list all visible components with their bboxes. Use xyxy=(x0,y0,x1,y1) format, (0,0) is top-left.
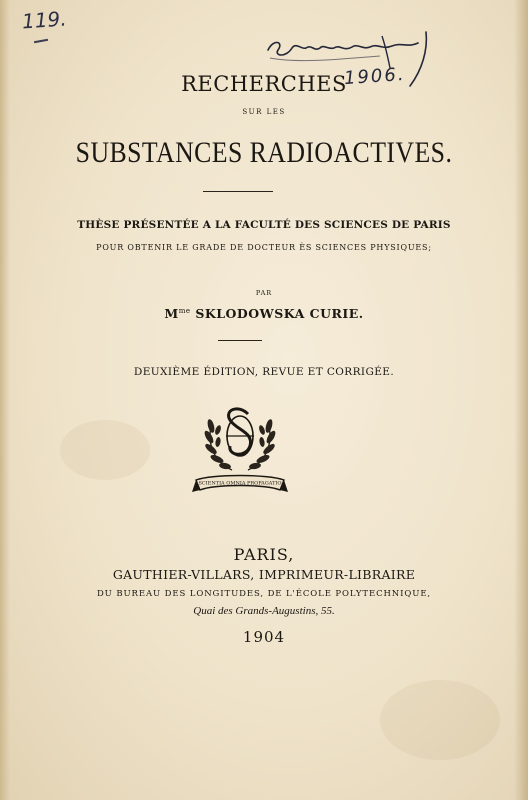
monogram-icon xyxy=(226,409,254,456)
divider-rule xyxy=(203,191,273,192)
title-sur-les: SUR LES xyxy=(242,108,286,116)
page-edge-left xyxy=(0,0,10,800)
divider-rule-2 xyxy=(218,340,262,341)
title-recherches: RECHERCHES xyxy=(181,72,347,96)
pencil-underline xyxy=(34,39,48,43)
author-par: PAR xyxy=(255,289,273,297)
paper-stain xyxy=(380,680,500,760)
imprint-year: 1904 xyxy=(242,628,286,646)
pencil-catalog-number: 119. xyxy=(21,6,68,34)
imprint-address: Quai des Grands-Augustins, 55. xyxy=(193,605,335,617)
paper-stain xyxy=(60,420,150,480)
author-surname: SKLODOWSKA CURIE. xyxy=(190,306,364,321)
handwritten-year: 1906. xyxy=(343,63,407,90)
ribbon-banner-icon xyxy=(192,476,288,493)
page-edge-right xyxy=(514,0,528,800)
publisher-emblem xyxy=(192,400,288,504)
imprint-city: PARIS, xyxy=(233,545,295,564)
author-prefix-sup: me xyxy=(178,306,191,315)
thesis-line-1: THÈSE PRÉSENTÉE A LA FACULTÉ DES SCIENCES DE PARIS xyxy=(77,219,451,231)
author-name xyxy=(0,306,528,321)
author-prefix: M xyxy=(164,306,179,321)
emblem-motto: SCIENTIA OMNIA PROPAGATIO xyxy=(198,480,282,487)
imprint-bureau: DU BUREAU DES LONGITUDES, DE L'ÉCOLE POLYTECHNIQUE, xyxy=(96,589,432,599)
edition-statement: DEUXIÈME ÉDITION, REVUE ET CORRIGÉE. xyxy=(133,366,395,378)
thesis-line-2: POUR OBTENIR LE GRADE DE DOCTEUR ÈS SCIENCES PHYSIQUES; xyxy=(96,243,432,252)
title-main: SUBSTANCES RADIOACTIVES. xyxy=(75,136,453,169)
imprint-publisher: GAUTHIER-VILLARS, IMPRIMEUR-LIBRAIRE xyxy=(112,567,416,582)
